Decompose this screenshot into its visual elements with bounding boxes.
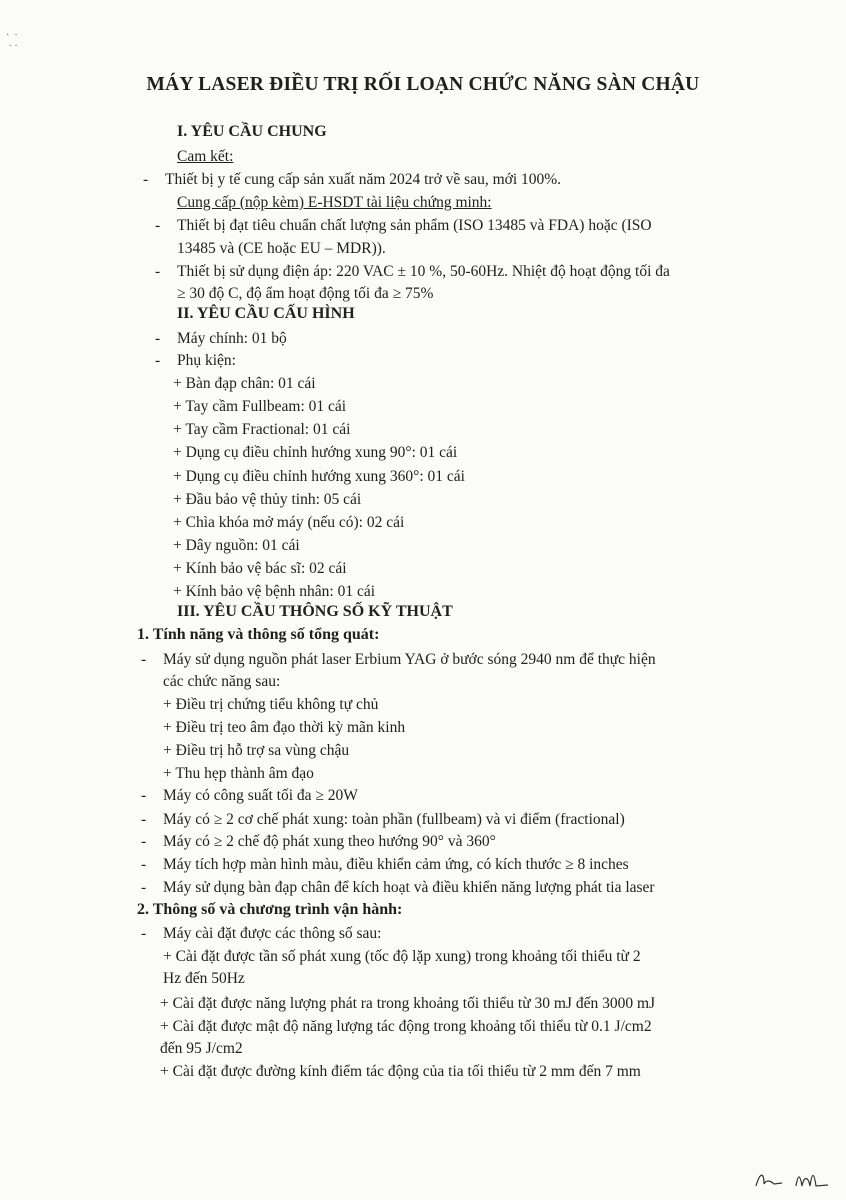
text-line: Máy sử dụng nguồn phát laser Erbium YAG ở bước sóng 2940 nm để thực hiện [163,651,656,668]
text-line: + Kính bảo vệ bệnh nhân: 01 cái [173,583,376,600]
page-title: MÁY LASER ĐIỀU TRỊ RỐI LOẠN CHỨC NĂNG SÀN CHẬU [146,74,700,95]
text-line: Máy có ≥ 2 chế độ phát xung theo hướng 90° và 360° [163,833,496,850]
text-line: + Kính bảo vệ bác sĩ: 02 cái [173,560,347,577]
text-line: Thiết bị y tế cung cấp sản xuất năm 2024 trở về sau, mới 100%. [165,171,562,188]
text-line: Máy có công suất tối đa ≥ 20W [163,787,358,804]
text-line: + Cài đặt được tần số phát xung (tốc độ lặp xung) trong khoảng tối thiểu từ 2 [163,948,641,965]
text-line: Máy tích hợp màn hình màu, điều khiển cảm ứng, có kích thước ≥ 8 inches [163,856,629,873]
bullet-dash: - [155,263,161,280]
bullet-dash: - [143,171,149,188]
scan-specks: · · · · [6,30,18,52]
bullet-dash: - [155,217,161,234]
section-heading: 2. Thông số và chương trình vận hành: [137,901,403,918]
text-line: + Cài đặt được năng lượng phát ra trong khoảng tối thiểu từ 30 mJ đến 3000 mJ [160,995,656,1012]
text-line: Thiết bị đạt tiêu chuẩn chất lượng sản phẩm (ISO 13485 và FDA) hoặc (ISO [177,217,652,234]
text-line: Máy cài đặt được các thông số sau: [163,925,382,942]
section-heading: III. YÊU CẦU THÔNG SỐ KỸ THUẬT [177,603,453,620]
bullet-dash: - [155,330,161,347]
text-line: + Tay cầm Fractional: 01 cái [173,421,351,438]
text-line: + Điều trị chứng tiểu không tự chủ [163,696,379,713]
text-line: + Điều trị teo âm đạo thời kỳ mãn kinh [163,719,406,736]
section-heading: I. YÊU CẦU CHUNG [177,123,327,140]
bullet-dash: - [141,651,147,668]
bullet-dash: - [141,811,147,828]
bullet-dash: - [141,833,147,850]
text-line: Phụ kiện: [177,352,236,369]
text-line: Máy sử dụng bàn đạp chân để kích hoạt và điều khiển năng lượng phát tia laser [163,879,655,896]
text-line: Hz đến 50Hz [163,970,245,987]
text-line: + Thu hẹp thành âm đạo [163,765,314,782]
section-heading: II. YÊU CẦU CẤU HÌNH [177,305,355,322]
text-line: các chức năng sau: [163,673,281,690]
bullet-dash: - [141,925,147,942]
text-line: + Đầu bảo vệ thủy tinh: 05 cái [173,491,362,508]
text-line: Thiết bị sử dụng điện áp: 220 VAC ± 10 %, 50-60Hz. Nhiệt độ hoạt động tối đa [177,263,670,280]
bullet-dash: - [141,879,147,896]
text-line: Máy có ≥ 2 cơ chế phát xung: toàn phần (fullbeam) và vi điểm (fractional) [163,811,625,828]
text-line: + Dây nguồn: 01 cái [173,537,300,554]
text-line: Máy chính: 01 bộ [177,330,287,347]
text-line: Cung cấp (nộp kèm) E-HSDT tài liệu chứng minh: [177,194,492,211]
text-line: + Tay cầm Fullbeam: 01 cái [173,398,347,415]
text-line: + Dụng cụ điều chỉnh hướng xung 90°: 01 cái [173,444,458,461]
text-line: 13485 và (CE hoặc EU – MDR)). [177,240,386,257]
text-line: ≥ 30 độ C, độ ẩm hoạt động tối đa ≥ 75% [177,285,434,302]
text-line: + Điều trị hỗ trợ sa vùng chậu [163,742,350,759]
text-line: + Cài đặt được đường kính điểm tác động của tia tối thiểu từ 2 mm đến 7 mm [160,1063,641,1080]
text-line: Cam kết: [177,148,234,165]
bullet-dash: - [155,352,161,369]
text-line: + Bàn đạp chân: 01 cái [173,375,316,392]
text-line: + Dụng cụ điều chỉnh hướng xung 360°: 01 cái [173,468,465,485]
text-line: đến 95 J/cm2 [160,1040,243,1057]
bullet-dash: - [141,856,147,873]
initial-signature [752,1166,832,1196]
signature-scribble-icon [752,1166,832,1192]
bullet-dash: - [141,787,147,804]
text-line: + Chìa khóa mở máy (nếu có): 02 cái [173,514,405,531]
section-heading: 1. Tính năng và thông số tổng quát: [137,626,380,643]
text-line: + Cài đặt được mật độ năng lượng tác động trong khoảng tối thiểu từ 0.1 J/cm2 [160,1018,652,1035]
